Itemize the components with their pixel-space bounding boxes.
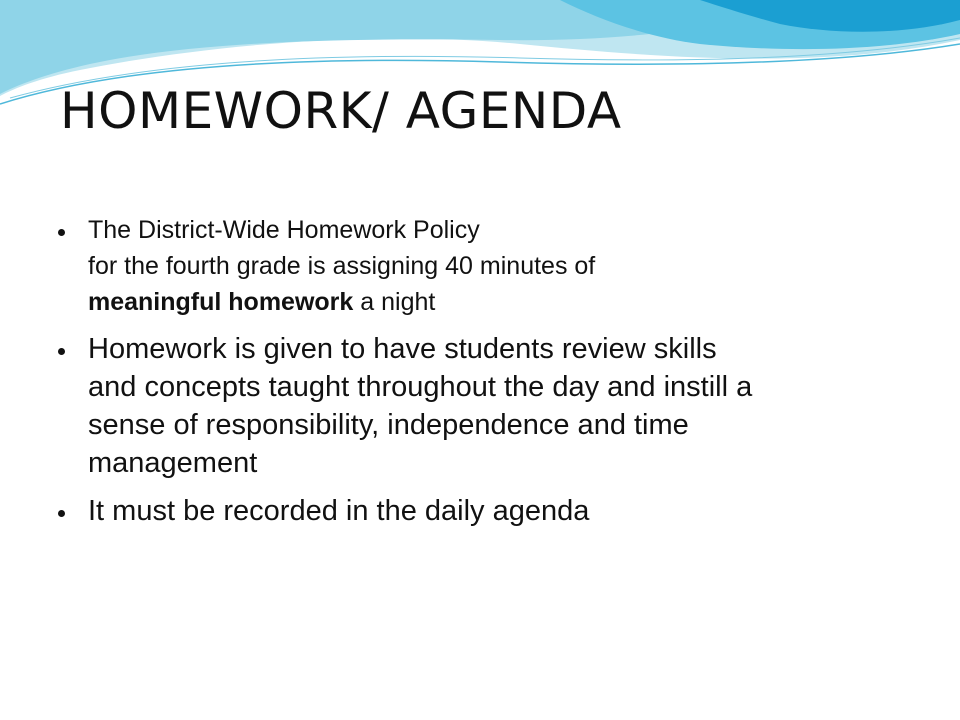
bullet-line: for the fourth grade is assigning 40 minutes of bbox=[88, 252, 596, 280]
bullet-item-homework-purpose bbox=[58, 330, 918, 482]
bullet-text: a night bbox=[353, 288, 436, 316]
bullet-line: and concepts taught throughout the day and instill a bbox=[88, 371, 753, 403]
bullet-dot-icon bbox=[58, 229, 65, 236]
bullet-line: management bbox=[88, 447, 258, 479]
bullet-line bbox=[88, 284, 918, 320]
bullet-dot-icon bbox=[58, 510, 65, 517]
bullet-item-homework-policy bbox=[58, 212, 918, 320]
bullet-item-agenda bbox=[58, 492, 918, 530]
bold-emphasis: meaningful homework bbox=[88, 288, 354, 316]
bullet-line: It must be recorded in the daily agenda bbox=[88, 495, 590, 527]
bullet-list bbox=[58, 212, 918, 530]
slide-title: HOMEWORK/ AGENDA bbox=[60, 82, 622, 140]
bullet-dot-icon bbox=[58, 348, 65, 355]
bullet-line: Homework is given to have students review skills bbox=[88, 333, 717, 365]
bullet-line: sense of responsibility, independence and time bbox=[88, 409, 689, 441]
bullet-line: The District-Wide Homework Policy bbox=[88, 216, 480, 244]
